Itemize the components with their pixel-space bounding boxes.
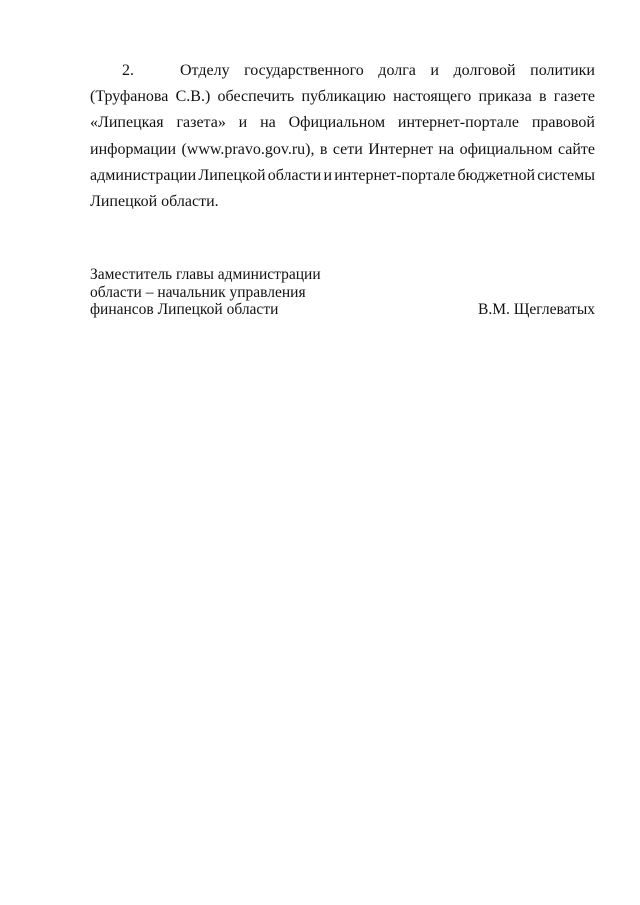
paragraph-word: Липецкой <box>198 166 266 184</box>
paragraph-word: обеспечить <box>217 88 295 106</box>
paragraph-word: политики <box>530 62 595 79</box>
paragraph-word: газете <box>553 88 595 106</box>
paragraph-word: С.В.) <box>175 88 211 106</box>
paragraph-word: газета» <box>176 114 226 132</box>
paragraph-word: долга <box>378 62 416 79</box>
paragraph-word: (Труфанова <box>90 88 169 106</box>
paragraph-line <box>90 58 595 84</box>
signature-block <box>90 266 595 319</box>
paragraph-word: (www.pravo.gov.ru), <box>181 140 315 158</box>
paragraph-word: Интернет <box>368 140 434 158</box>
paragraph-line-text <box>180 58 595 84</box>
paragraph-word: области <box>267 166 322 184</box>
paragraph-word: публикацию <box>301 88 386 106</box>
paragraph-word: сети <box>332 140 363 158</box>
paragraph-line <box>90 163 595 189</box>
signatory-title-line-with-name <box>90 301 595 319</box>
paragraph-word: правовой <box>531 114 595 132</box>
paragraph-word: в <box>538 88 547 106</box>
paragraph-word: приказа <box>478 88 532 106</box>
paragraph-word: официальном <box>459 140 553 158</box>
paragraph-word: государственного <box>244 62 364 79</box>
signatory-name: В.М. Щеглеватых <box>478 301 595 318</box>
paragraph-word: на <box>260 114 276 132</box>
paragraph-word: на <box>438 140 455 158</box>
paragraph-word: в <box>319 140 328 158</box>
paragraph-word: администрации <box>90 166 197 184</box>
paragraph-word: бюджетной <box>457 166 536 184</box>
paragraph-word: и <box>238 114 248 132</box>
paragraph-word: сайте <box>557 140 595 158</box>
paragraph-word: Официальном <box>288 114 386 132</box>
paragraph-word: интернет-портале <box>397 114 519 132</box>
signatory-title-line: Заместитель главы администрации <box>90 266 321 283</box>
paragraph-number: 2. <box>122 62 134 79</box>
paragraph-word: и <box>323 166 333 184</box>
paragraph-word: интернет-портале <box>334 166 456 184</box>
paragraph-word: системы <box>537 166 595 184</box>
paragraph-line <box>90 84 595 110</box>
paragraph-word: долговой <box>453 62 516 79</box>
signatory-title-text: финансов Липецкой области <box>90 301 279 318</box>
paragraph-line <box>90 110 595 136</box>
signatory-title-line: области – начальник управления <box>90 283 306 301</box>
paragraph-word: информации <box>90 140 177 158</box>
paragraph-word: и <box>430 62 439 79</box>
publication-paragraph <box>90 58 595 215</box>
paragraph-word: «Липецкая <box>90 114 164 132</box>
paragraph-word: настоящего <box>393 88 472 106</box>
paragraph-line: Липецкой области. <box>90 192 219 210</box>
paragraph-line <box>90 137 595 163</box>
paragraph-word: Отделу <box>180 62 230 79</box>
